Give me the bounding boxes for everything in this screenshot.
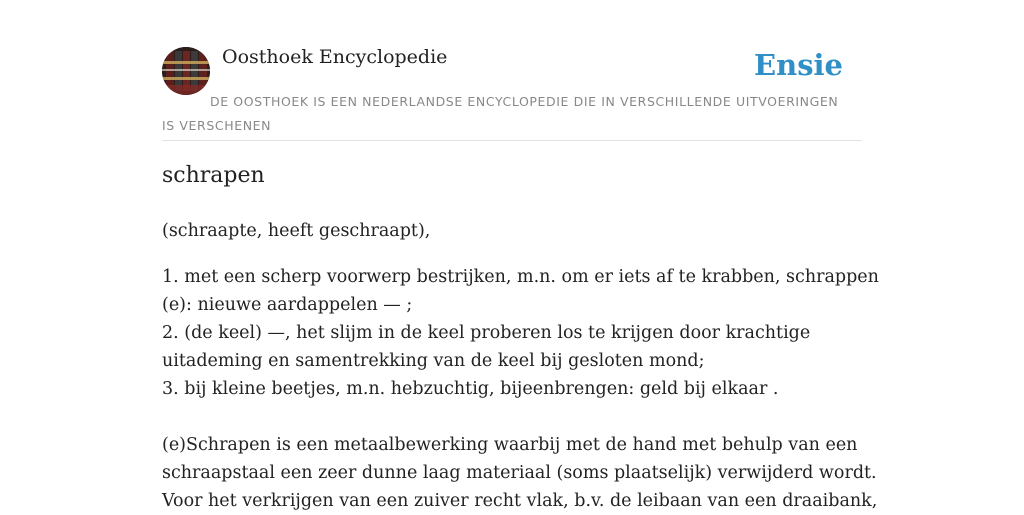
- definition-line: uitademing en samentrekking van de keel bij gesloten mond;: [162, 351, 705, 371]
- definition-line: 3. bij kleine beetjes, m.n. hebzuchtig, bijeenbrengen: geld bij elkaar .: [162, 379, 779, 399]
- definition-line: schraapstaal een zeer dunne laag materiaal (soms plaatselijk) verwijderd wordt.: [162, 463, 877, 483]
- entry-definitions: [162, 263, 879, 515]
- definition-line: Voor het verkrijgen van een zuiver recht vlak, b.v. de leibaan van een draaibank,: [162, 491, 878, 511]
- definition-line: (e)Schrapen is een metaalbewerking waarbij met de hand met behulp van een: [162, 435, 858, 455]
- paragraph-spacer: [162, 403, 862, 431]
- entry-inflection: (schraapte, heeft geschraapt),: [162, 221, 431, 241]
- definition-line: 2. (de keel) —, het slijm in de keel proberen los te krijgen door krachtige: [162, 323, 811, 343]
- page-container: [162, 0, 879, 511]
- site-name-link[interactable]: Oosthoek Encyclopedie: [222, 46, 448, 68]
- definition-line: 1. met een scherp voorwerp bestrijken, m.n. om er iets af te krabben, schrappen: [162, 267, 879, 287]
- header: [162, 0, 862, 141]
- definition-line: (e): nieuwe aardappelen — ;: [162, 295, 413, 315]
- encyclopedia-books-avatar[interactable]: [162, 47, 210, 95]
- site-description: DE OOSTHOEK IS EEN NEDERLANDSE ENCYCLOPEDIE DIE IN VERSCHILLENDE UITVOERINGEN IS VERSCHENEN: [162, 94, 839, 133]
- ensie-brand-link[interactable]: Ensie: [754, 48, 843, 82]
- entry-title: schrapen: [162, 163, 265, 188]
